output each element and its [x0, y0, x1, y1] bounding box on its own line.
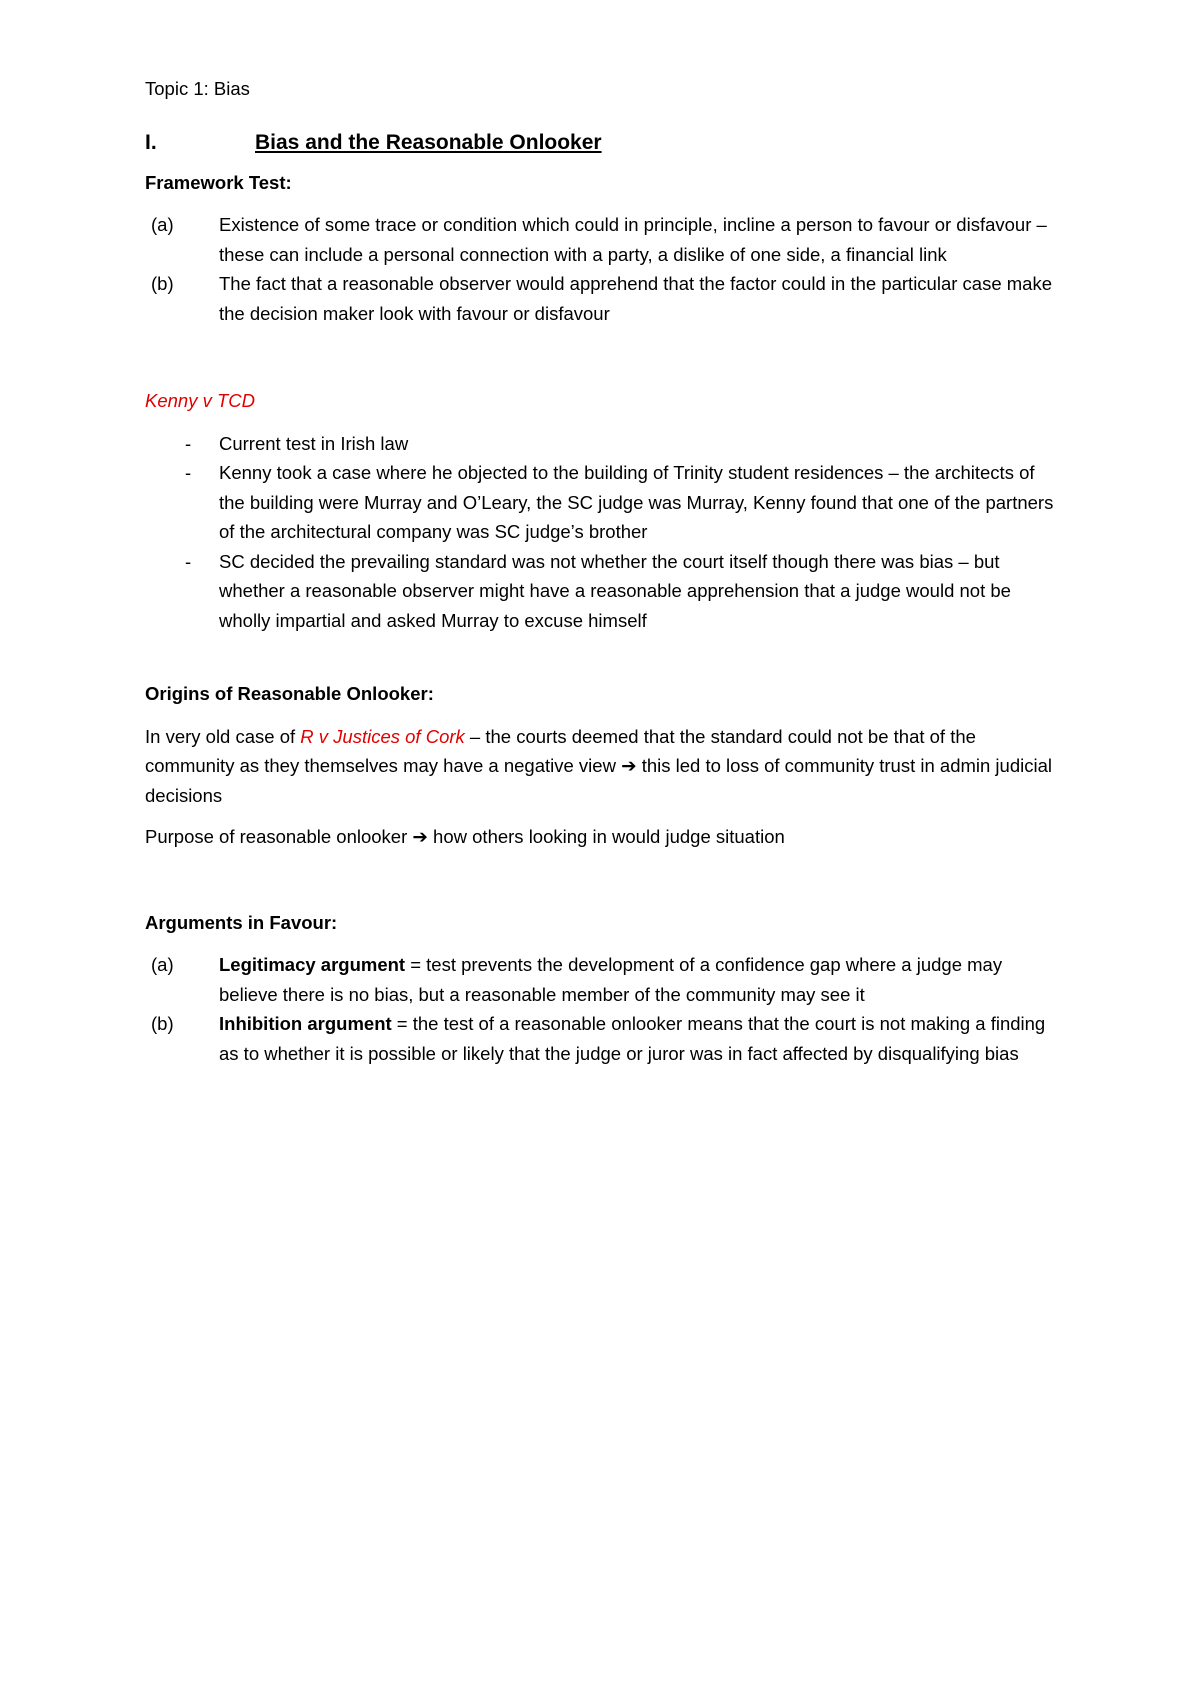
list-marker: (b): [151, 1013, 174, 1034]
argument-description: = test prevents the development of a confidence gap where a judge may believe there is no bias, but a reasonable member of the community may see it: [219, 954, 1003, 1005]
origins-text-prefix: In very old case of: [145, 725, 301, 747]
list-marker: (b): [151, 273, 174, 294]
list-item-text: [219, 1009, 1065, 1068]
favour-heading: Arguments in Favour:: [145, 911, 338, 933]
list-item: [145, 269, 1065, 328]
list-item: [145, 547, 1065, 636]
arrow-right-icon: ➔: [621, 755, 637, 776]
list-item-text: Current test in Irish law: [219, 432, 409, 454]
list-item: [145, 429, 1065, 459]
list-marker: -: [185, 432, 192, 454]
origins-text-suffix: this led to loss of community trust in admin judicial decisions: [145, 755, 1052, 806]
section-title: Bias and the Reasonable Onlooker: [255, 130, 602, 154]
case-heading-kenny: Kenny v TCD: [145, 390, 256, 411]
section-heading: [145, 128, 1065, 158]
list-item: [145, 458, 1065, 547]
list-item-text: The fact that a reasonable observer would apprehend that the factor could in the particular case make the decision maker look with favour or disfavour: [219, 273, 1052, 324]
argument-description: = the test of a reasonable onlooker means that the court is not making a finding as to whether it is possible or likely that the judge or juror was in fact affected by disqualifying bias: [219, 1013, 1046, 1064]
list-marker: -: [185, 550, 192, 572]
framework-list: [145, 210, 1065, 328]
framework-heading: Framework Test:: [145, 171, 292, 193]
origins-text-mid: – the courts deemed that the standard could not be that of the community as they themselves may have a negative view: [145, 725, 976, 776]
argument-term: Legitimacy argument: [219, 954, 406, 975]
purpose-text-prefix: Purpose of reasonable onlooker: [145, 826, 413, 847]
topic-title: Topic 1: Bias: [145, 78, 250, 99]
origins-paragraph: [145, 722, 1065, 811]
list-marker: (a): [151, 214, 174, 235]
spacer: [145, 635, 1065, 679]
list-item-text: Kenny took a case where he objected to the building of Trinity student residences – the architects of the building were Murray and O’Leary, the SC judge was Murray, Kenny found that one of the partners of the architectural company was SC judge’s brother: [219, 462, 1054, 542]
list-marker: (a): [151, 954, 174, 975]
purpose-paragraph: [145, 822, 1065, 852]
list-marker: -: [185, 462, 192, 483]
kenny-points: [145, 429, 1065, 636]
case-name-cork: R v Justices of Cork: [300, 725, 465, 747]
list-item-text: SC decided the prevailing standard was not whether the court itself though there was bias – but whether a reasonable observer might have a reasonable apprehension that a judge would not be wholly impartial and asked Murray to excuse himself: [219, 550, 1011, 631]
list-item: [145, 210, 1065, 269]
favour-list: [145, 950, 1065, 1068]
origins-heading: Origins of Reasonable Onlooker:: [145, 683, 434, 704]
purpose-text-suffix: how others looking in would judge situation: [427, 826, 785, 847]
list-item: [145, 1009, 1065, 1068]
argument-term: Inhibition argument: [219, 1013, 392, 1034]
list-item-text: Existence of some trace or condition which could in principle, incline a person to favour or disfavour – these can include a personal connection with a party, a dislike of one side, a financial link: [219, 214, 1047, 265]
list-item-text: [219, 950, 1065, 1009]
arrow-right-icon: ➔: [412, 826, 428, 847]
document-body: [145, 74, 1065, 1082]
spacer: [145, 864, 1065, 908]
list-item: [145, 950, 1065, 1009]
section-number: I.: [145, 130, 157, 154]
